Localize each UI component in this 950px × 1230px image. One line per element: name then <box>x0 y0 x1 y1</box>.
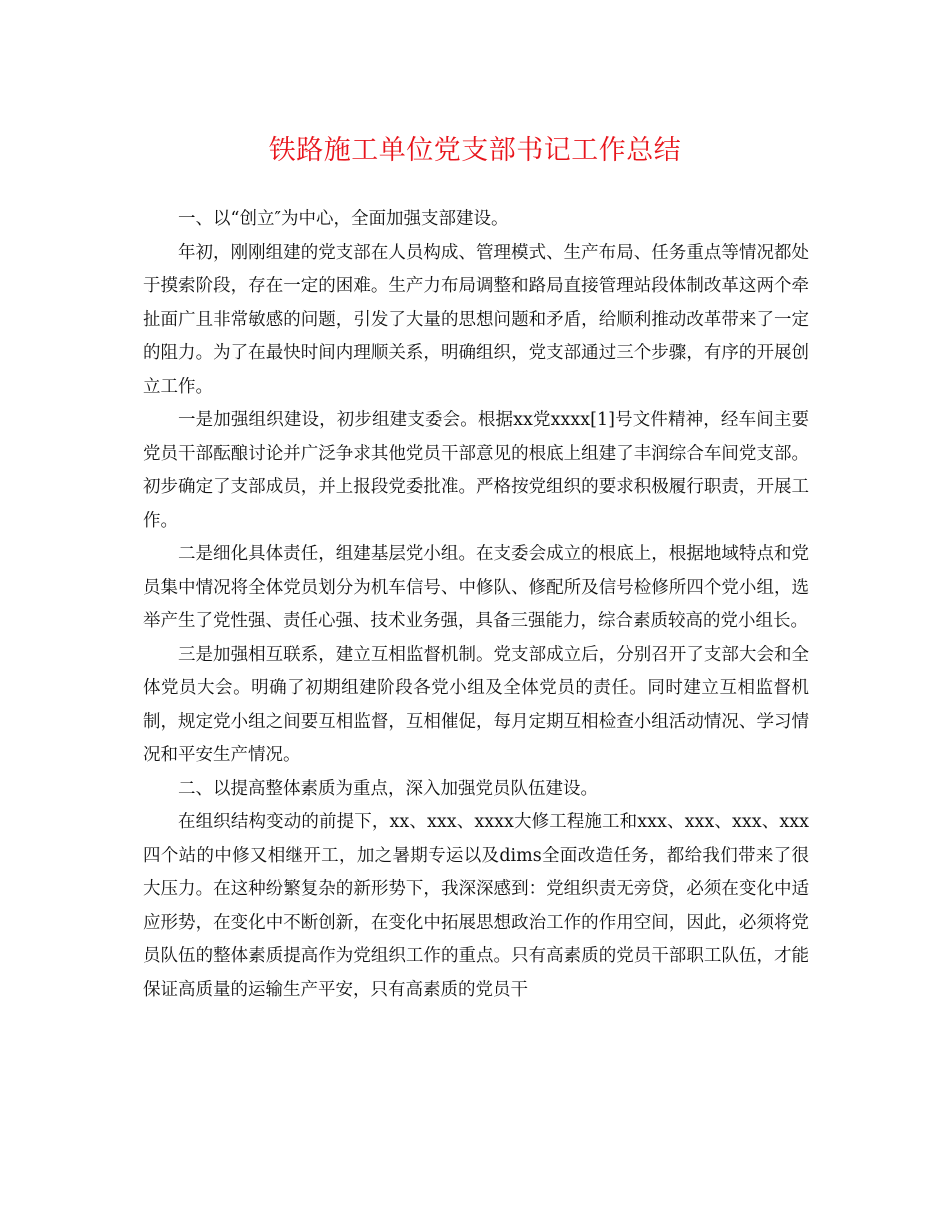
paragraph: 三是加强相互联系，建立互相监督机制。党支部成立后，分别召开了支部大会和全体党员大会。明确了初期组建阶段各党小组及全体党员的责任。同时建立互相监督机制，规定党小组之间要互相监督，互相催促，每月定期互相检查小组活动情况、学习情况和平安生产情况。 <box>143 644 809 765</box>
section-heading-1: 一、以“创立″为中心，全面加强支部建设。 <box>178 209 509 229</box>
paragraph: 一是加强组织建设，初步组建支委会。根据xx党xxxx[1]号文件精神，经车间主要党员干部酝酿讨论并广泛争求其他党员干部意见的根底上组建了丰润综合车间党支部。初步确定了支部成员，并上报段党委批准。严格按党组织的要求积极履行职责，开展工作。 <box>143 410 809 531</box>
document-body <box>143 203 809 1007</box>
paragraph: 在组织结构变动的前提下，xx、xxx、xxxx大修工程施工和xxx、xxx、xxx、xxx四个站的中修又相继开工，加之暑期专运以及dims全面改造任务，都给我们带来了很大压力。在这种纷繁复杂的新形势下，我深深感到：党组织责无旁贷，必须在变化中适应形势，在变化中不断创新，在变化中拓展思想政治工作的作用空间，因此，必须将党员队伍的整体素质提高作为党组织工作的重点。只有高素质的党员干部职工队伍，才能保证高质量的运输生产平安，只有高素质的党员干 <box>143 812 809 1000</box>
document-title: 铁路施工单位党支部书记工作总结 <box>268 135 682 166</box>
paragraph: 年初，刚刚组建的党支部在人员构成、管理模式、生产布局、任务重点等情况都处于摸索阶段，存在一定的困难。生产力布局调整和路局直接管理站段体制改革这两个牵扯面广且非常敏感的问题，引发了大量的思想问题和矛盾，给顺利推动改革带来了一定的阻力。为了在最快时间内理顺关系，明确组织，党支部通过三个步骤，有序的开展创立工作。 <box>143 242 809 397</box>
paragraph: 二是细化具体责任，组建基层党小组。在支委会成立的根底上，根据地域特点和党员集中情况将全体党员划分为机车信号、中修队、修配所及信号检修所四个党小组，选举产生了党性强、责任心强、技术业务强，具备三强能力，综合素质较高的党小组长。 <box>143 544 809 631</box>
section-heading-2: 二、以提高整体素质为重点，深入加强党员队伍建设。 <box>178 778 598 799</box>
